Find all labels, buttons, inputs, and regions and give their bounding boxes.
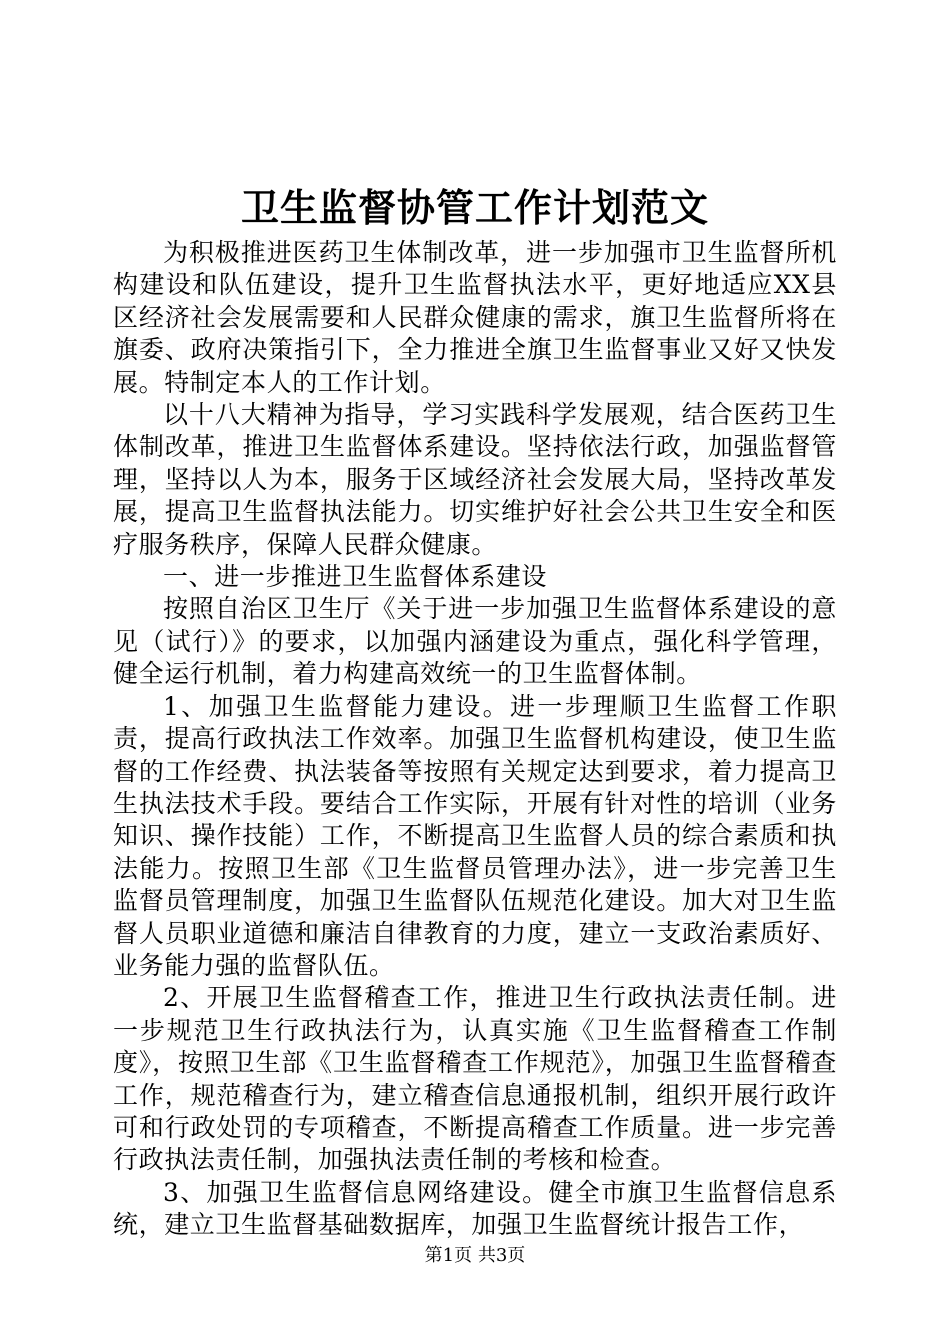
section-heading: 一、进一步推进卫生监督体系建设 [163, 562, 548, 592]
intro-paragraph: 为积极推进医药卫生体制改革，进一步加强市卫生监督所机构建设和队伍建设，提升卫生监督执法水平，更好地适应XX县区经济社会发展需要和人民群众健康的需求，旗卫生监督所将在旗委、政府决策指引下，全力推进全旗卫生监督事业又好又快发展。特制定本人的工作计划。 [113, 238, 837, 397]
document-title: 卫生监督协管工作计划范文 [240, 185, 709, 230]
section-intro-paragraph: 按照自治区卫生厅《关于进一步加强卫生监督体系建设的意见（试行）》的要求，以加强内涵建设为重点，强化科学管理，健全运行机制，着力构建高效统一的卫生监督体制。 [113, 594, 837, 689]
document-body [113, 237, 837, 1242]
item-2-paragraph: 2、开展卫生监督稽查工作，推进卫生行政执法责任制。进一步规范卫生行政执法行为，认真实施《卫生监督稽查工作制度》，按照卫生部《卫生监督稽查工作规范》，加强卫生监督稽查工作，规范稽查行为，建立稽查信息通报机制，组织开展行政许可和行政处罚的专项稽查，不断提高稽查工作质量。进一步完善行政执法责任制，加强执法责任制的考核和检查。 [113, 983, 837, 1175]
item-1-paragraph: 1、加强卫生监督能力建设。进一步理顺卫生监督工作职责，提高行政执法工作效率。加强卫生监督机构建设，使卫生监督的工作经费、执法装备等按照有关规定达到要求，着力提高卫生执法技术手段。要结合工作实际，开展有针对性的培训（业务知识、操作技能）工作，不断提高卫生监督人员的综合素质和执法能力。按照卫生部《卫生监督员管理办法》，进一步完善卫生监督员管理制度，加强卫生监督队伍规范化建设。加大对卫生监督人员职业道德和廉洁自律教育的力度，建立一支政治素质好、业务能力强的监督队伍。 [113, 691, 837, 980]
item-3-paragraph: 3、加强卫生监督信息网络建设。健全市旗卫生监督信息系统，建立卫生监督基础数据库，加强卫生监督统计报告工作， [113, 1177, 837, 1240]
guiding-principle-paragraph: 以十八大精神为指导，学习实践科学发展观，结合医药卫生体制改革，推进卫生监督体系建设。坚持依法行政，加强监督管理，坚持以人为本，服务于区域经济社会发展大局，坚持改革发展，提高卫生监督执法能力。切实维护好社会公共卫生安全和医疗服务秩序，保障人民群众健康。 [113, 400, 837, 559]
page-number-footer: 第1页 共3页 [424, 1245, 526, 1266]
